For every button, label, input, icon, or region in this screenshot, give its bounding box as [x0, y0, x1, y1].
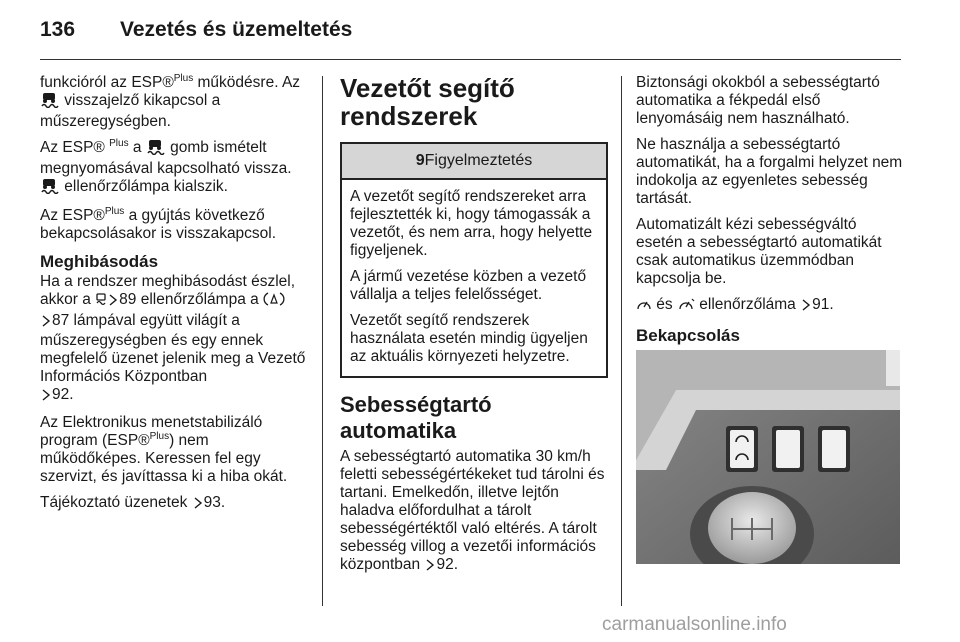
paragraph-esp-plus-off: funkcióról az ESP®$^{Plus}$ működésre. Az visszajelző kikapcsol a műszeregységben.	[40, 73, 301, 130]
warning-body	[342, 180, 606, 376]
esp-skid-icon	[146, 139, 166, 160]
warning-triangle-icon: 9	[415, 152, 425, 169]
esp-skid-icon	[40, 178, 60, 199]
reference-arrow-icon	[193, 496, 203, 514]
paragraph-traffic: Ne használja a sebességtartó automatikát, ha a forgalmi helyzet nem indokolja az egyenletes sebesség tartását.	[636, 136, 903, 207]
page-reference[interactable]: 92.	[52, 386, 74, 403]
watermark: carmanualsonline.info	[602, 614, 787, 635]
reference-arrow-icon	[801, 298, 811, 316]
warning-title: Figyelmeztetés	[424, 152, 533, 169]
paragraph-fault: Ha a rendszer meghibásodást észlel, akkor a 89 ellenőrzőlámpa a 87 lámpával együtt világít a műszeregységben és egy ennek megfelelő üzenet jelenik meg a Vezető Információs Központban 92.	[40, 273, 310, 406]
abs-warning-icon	[263, 291, 285, 312]
page-number: 136	[40, 18, 76, 41]
paragraph-automated-gearbox: Automatizált kézi sebességváltó esetén a sebességtartó automatikát csak automatikus üzemmódban kapcsolja be.	[636, 216, 882, 287]
page-reference[interactable]: 87	[52, 312, 70, 329]
cruise-control-title: Sebességtartó automatika	[340, 392, 492, 443]
driver-assistance-title: Vezetőt segítő rendszerek	[340, 73, 515, 131]
column-3	[636, 74, 906, 347]
warning-box	[340, 142, 608, 378]
paragraph-brake-safety: Biztonsági okokból a sebességtartó automatika a fékpedál első lenyomásáig nem használható.	[636, 74, 880, 127]
reference-arrow-icon	[425, 558, 435, 576]
paragraph-cruise-control: A sebességtartó automatika 30 km/h feletti sebességértékeket tud tárolni és tartani. Emelkedőn, illetve lejtőn haladva előfordulhat a tárolt sebességértéktől való eltérés. A tárolt sebesség villog a vezetői információs központban 92.	[340, 448, 608, 576]
paragraph-esp-inoperative: Az Elektronikus menetstabilizáló program (ESP®$^{Plus}$) nem működőképes. Keressen fel egy szervizt, és javíttassa ki a hiba okát.	[40, 414, 288, 485]
esp-skid-icon	[40, 92, 60, 113]
cruise-control-icon	[636, 298, 652, 317]
paragraph-esp-ignition: Az ESP®$^{Plus}$ a gyújtás következő bekapcsolásakor is visszakapcsol.	[40, 206, 277, 242]
page-reference[interactable]: 91.	[812, 296, 834, 313]
warning-paragraph: Vezetőt segítő rendszerek használata esetén mindig ügyeljen az aktuális környezeti helyzetre.	[350, 312, 588, 365]
reference-arrow-icon	[41, 388, 51, 406]
page-header	[40, 18, 900, 48]
paragraph-info-messages: Tájékoztató üzenetek 93.	[40, 494, 310, 514]
reference-arrow-icon	[41, 314, 51, 332]
esp-lamp-icon	[95, 293, 107, 312]
warning-paragraph: A vezetőt segítő rendszereket arra fejlesztették ki, hogy támogassák a vezetőt, és nem arra, hogy helyette figyeljenek.	[350, 188, 593, 259]
section-title: Vezetés és üzemeltetés	[120, 18, 353, 41]
warning-paragraph: A jármű vezetése közben a vezető vállalja a teljes felelősséget.	[350, 268, 587, 303]
cruise-control-active-icon	[677, 298, 695, 317]
header-rule	[40, 59, 901, 60]
paragraph-esp-plus-on: Az ESP® $^{Plus}$ a gomb ismételt megnyomásával kapcsolható vissza. ellenőrzőlámpa kialszik.	[40, 139, 310, 199]
plus-superscript: Plus	[173, 73, 194, 84]
column-divider-1	[322, 76, 323, 606]
paragraph-control-lamps: és ellenőrzőláma 91.	[636, 296, 906, 317]
warning-header	[342, 144, 606, 180]
page-reference[interactable]: 93.	[203, 494, 226, 511]
reference-arrow-icon	[108, 293, 118, 311]
column-divider-2	[621, 76, 622, 606]
page-reference[interactable]: 92.	[436, 556, 459, 573]
dashboard-switches-photo	[636, 350, 900, 564]
column-1	[40, 74, 310, 522]
column-2	[340, 74, 608, 584]
fault-heading: Meghibásodás	[40, 252, 159, 271]
page-reference[interactable]: 89	[119, 291, 137, 308]
activation-heading: Bekapcsolás	[636, 326, 740, 345]
